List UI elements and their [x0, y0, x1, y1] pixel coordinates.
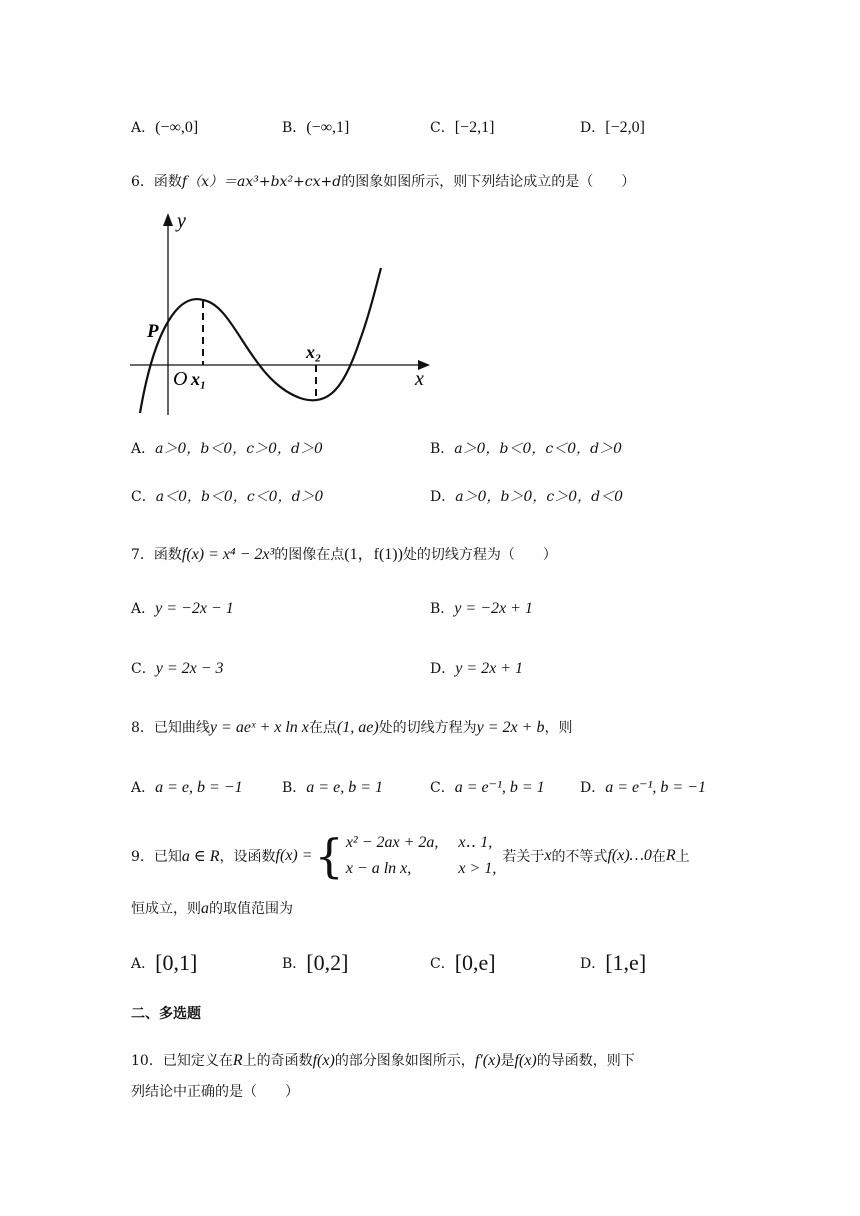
stem-text: 的部分图象如图所示，: [334, 1053, 475, 1069]
option-value: a＞0，b＞0，c＞0，d＜0: [455, 489, 623, 505]
option-label: A．: [131, 441, 156, 457]
stem-text: 的图象如图所示，则下列结论成立的是（ ）: [341, 174, 636, 190]
case1-expr: x² − 2ax + 2a,: [345, 834, 439, 851]
option-value: a＞0，b＜0，c＞0，d＞0: [155, 441, 323, 457]
x1-label: x₁: [191, 369, 207, 389]
option-value: [0,e]: [454, 950, 496, 975]
x2-label: x₂: [306, 342, 322, 362]
question-number: 9．: [131, 849, 154, 865]
q9-option-d[interactable]: [580, 950, 646, 976]
option-value: a = e, b = 1: [306, 779, 383, 796]
function-expr: f(x): [514, 1052, 537, 1069]
stem-text: 上的奇函数: [242, 1053, 313, 1069]
function-def: f(x) =: [275, 847, 313, 864]
stem-text: 的导函数，则下: [536, 1053, 635, 1069]
stem-text: 已知: [153, 849, 182, 865]
q8-option-b[interactable]: [282, 777, 383, 797]
domain-expr: R: [665, 847, 676, 864]
option-label: A．: [131, 780, 156, 796]
option-value: y = 2x + 1: [455, 660, 524, 677]
q9-stem-line2: [131, 898, 293, 918]
stem-text: 上: [675, 849, 690, 865]
option-label: C．: [430, 120, 455, 136]
q6-option-d[interactable]: [430, 486, 623, 506]
inequality-expr: f(x)…0: [607, 847, 652, 864]
tangent-expr: y = 2x + b: [476, 719, 545, 736]
stem-text: ，则: [544, 720, 573, 736]
option-label: D．: [430, 489, 456, 505]
variable: a: [201, 900, 209, 917]
option-value: a = e⁻¹, b = −1: [605, 779, 706, 796]
q7-option-c[interactable]: [131, 658, 224, 678]
q5-option-c[interactable]: [430, 117, 494, 137]
stem-text: ，设函数: [219, 849, 276, 865]
question-number: 6．: [131, 174, 154, 190]
option-value: a＜0，b＜0，c＜0，d＞0: [155, 489, 324, 505]
question-number: 8．: [131, 720, 154, 736]
option-label: D．: [430, 661, 456, 677]
q10-stem: [131, 1050, 635, 1070]
q8-option-c[interactable]: [430, 777, 545, 797]
q9-option-b[interactable]: [282, 950, 348, 976]
q8-stem: [131, 717, 572, 737]
option-label: C．: [131, 489, 156, 505]
q9-option-c[interactable]: [430, 950, 496, 976]
option-value: [1,e]: [605, 950, 647, 975]
stem-text: 在点: [308, 720, 337, 736]
option-label: D．: [580, 956, 606, 972]
option-label: A．: [131, 601, 156, 617]
origin-label: O: [173, 368, 188, 390]
stem-text: 是: [500, 1053, 515, 1069]
option-label: B．: [282, 956, 307, 972]
q7-stem: [131, 541, 557, 564]
q7-option-b[interactable]: [430, 598, 533, 618]
option-label: C．: [430, 780, 455, 796]
y-label: y: [177, 210, 186, 232]
q7-option-a[interactable]: [131, 598, 234, 618]
option-value: y = −2x − 1: [155, 600, 234, 617]
q9-stem: [131, 830, 690, 882]
case2-expr: x − a ln x,: [345, 860, 412, 877]
q5-option-b[interactable]: [282, 117, 349, 137]
q6-graph: [125, 205, 440, 420]
question-number: 10．: [131, 1053, 163, 1069]
stem-text: 恒成立，则: [131, 901, 201, 917]
function-expr: f(x): [312, 1052, 335, 1069]
option-value: a＞0，b＜0，c＜0，d＞0: [454, 441, 623, 457]
option-label: B．: [282, 120, 307, 136]
piecewise-brace: {: [314, 829, 344, 883]
q6-stem: [131, 171, 635, 191]
q5-option-d[interactable]: [580, 117, 645, 137]
cubic-curve: [140, 268, 381, 413]
q8-option-d[interactable]: [580, 777, 706, 797]
function-expr: f(x) = x⁴ − 2x³: [181, 546, 275, 563]
option-value: y = 2x − 3: [155, 660, 224, 677]
option-label: A．: [131, 956, 156, 972]
domain-expr: R: [232, 1052, 243, 1069]
option-value: y = −2x + 1: [454, 600, 533, 617]
option-label: D．: [580, 780, 606, 796]
option-value: [−2,1]: [454, 119, 495, 136]
stem-text: 已知定义在: [162, 1053, 233, 1069]
q6-option-a[interactable]: [131, 438, 323, 458]
point-expr: (1，f(1)): [344, 546, 403, 563]
option-value: [0,2]: [306, 950, 349, 975]
q6-option-b[interactable]: [430, 438, 622, 458]
option-value: [−2,0]: [605, 119, 645, 136]
option-value: a = e⁻¹, b = 1: [454, 779, 545, 796]
q5-option-a[interactable]: [131, 117, 198, 137]
section-heading: 二、多选题: [131, 1006, 201, 1022]
stem-text: 若关于: [502, 849, 545, 865]
function-expr: f（x）＝ax³+bx²+cx+d: [181, 174, 342, 190]
option-label: B．: [282, 780, 307, 796]
derivative-expr: f′(x): [474, 1052, 501, 1069]
p-label: P: [147, 321, 159, 342]
option-label: C．: [131, 661, 156, 677]
stem-text: 函数: [153, 174, 182, 190]
q6-option-c[interactable]: [131, 486, 323, 506]
option-label: B．: [430, 601, 455, 617]
condition-expr: a ∈ R: [181, 848, 220, 865]
option-value: (−∞,1]: [306, 119, 350, 136]
case1-cond: x‥ 1,: [458, 834, 493, 851]
piecewise-cases: [346, 830, 503, 882]
option-label: B．: [430, 441, 455, 457]
stem-text: 的图像在点: [274, 547, 345, 563]
q8-option-a[interactable]: [131, 777, 243, 797]
option-value: a = e, b = −1: [155, 779, 243, 796]
stem-text: 函数: [153, 547, 182, 563]
variable: x: [544, 847, 552, 864]
stem-text: 已知曲线: [153, 720, 210, 736]
curve-expr: y = aeˣ + x ln x: [209, 719, 309, 736]
option-label: A．: [131, 120, 156, 136]
q10-stem-line2: 列结论中正确的是（ ）: [131, 1084, 299, 1100]
stem-text: 处的切线方程为（ ）: [402, 547, 557, 563]
y-axis-arrow: [163, 213, 173, 226]
q9-option-a[interactable]: [131, 950, 197, 976]
option-value: (−∞,0]: [155, 119, 199, 136]
point-expr: (1, ae): [336, 719, 379, 736]
x-label: x: [415, 368, 424, 390]
option-label: D．: [580, 120, 606, 136]
stem-text: 在: [651, 849, 666, 865]
question-number: 7．: [131, 547, 154, 563]
q7-option-d[interactable]: [430, 658, 523, 678]
option-value: [0,1]: [155, 950, 198, 975]
option-label: C．: [430, 956, 455, 972]
stem-text: 处的切线方程为: [378, 720, 477, 736]
stem-text: 的取值范围为: [209, 901, 293, 917]
stem-text: 的不等式: [551, 849, 608, 865]
case2-cond: x > 1,: [458, 860, 497, 877]
